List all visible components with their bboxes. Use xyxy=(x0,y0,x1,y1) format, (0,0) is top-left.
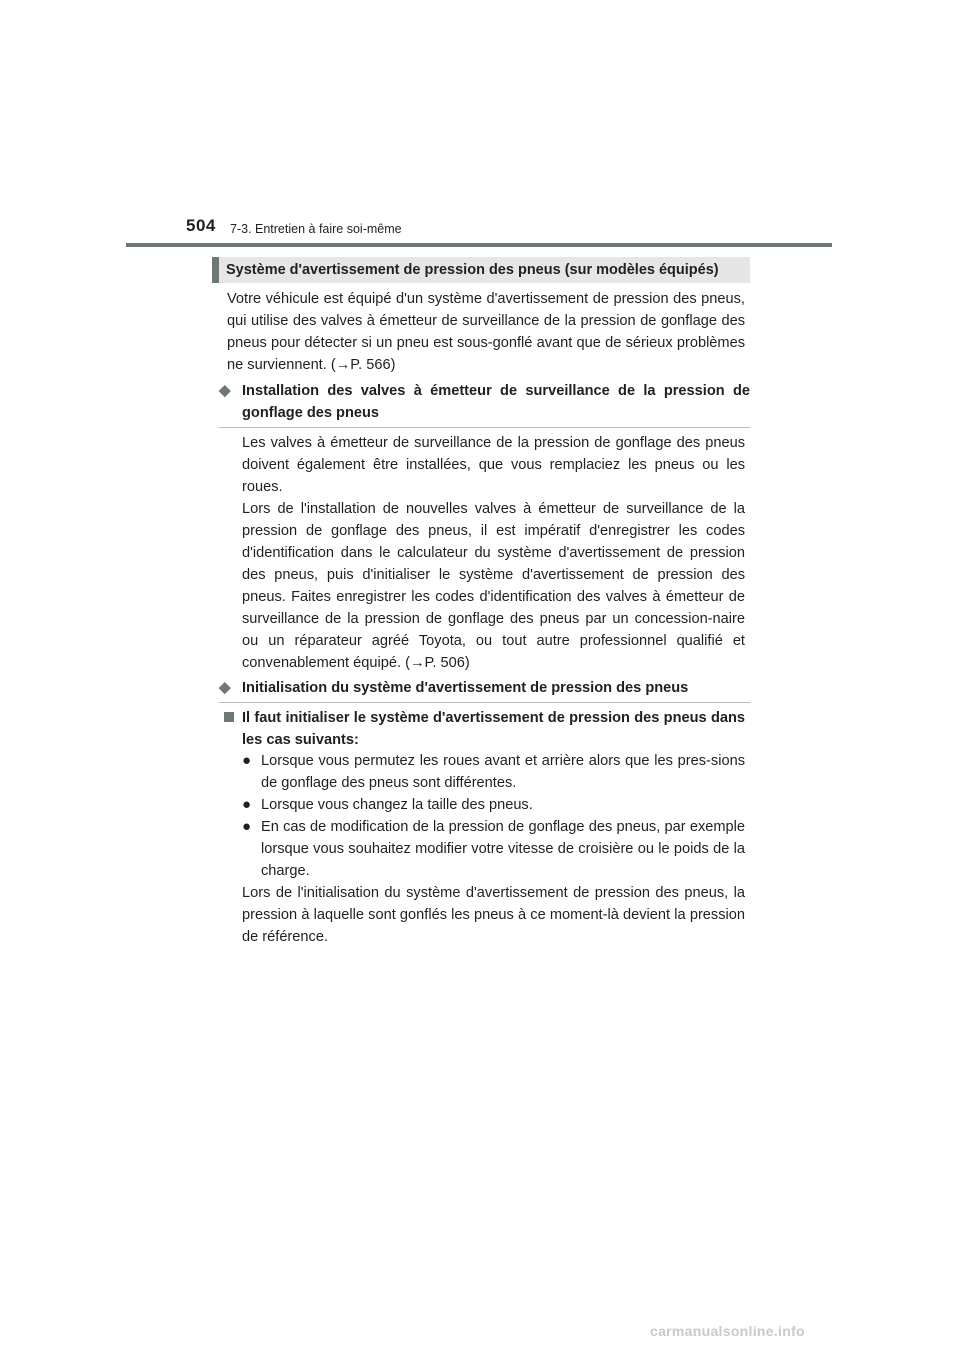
bullet-icon: ● xyxy=(242,752,252,769)
initialisation-note-paragraph: Lors de l'initialisation du système d'avertissement de pression des pneus, la pression à laquelle sont gonflés les pneus à ce moment-là devient la pression de référence. xyxy=(242,885,745,945)
intro-paragraph: Votre véhicule est équipé d'un système d'avertissement de pression des pneus, qui utilise des valves à émetteur de surveillance de la pression de gonflage des pneus pour détecter si un pneu est sous-gonflé avant que de sérieux problèmes ne surviennent. (→P. 566) xyxy=(227,291,745,373)
bullet-icon: ● xyxy=(242,796,252,813)
condition-text: Il faut initialiser le système d'avertissement de pression des pneus dans les cas suivants: xyxy=(242,710,745,748)
header-rule xyxy=(126,243,832,247)
watermark: carmanualsonline.info xyxy=(650,1323,805,1339)
section-heading: Système d'avertissement de pression des pneus (sur modèles équipés) xyxy=(212,257,750,283)
list-item-text: Lorsque vous changez la taille des pneus. xyxy=(261,797,533,813)
diamond-icon: ◆ xyxy=(219,679,231,696)
condition-heading xyxy=(224,707,745,751)
square-bullet-icon xyxy=(224,712,234,722)
subsection-heading-text: Initialisation du système d'avertissement de pression des pneus xyxy=(242,680,689,696)
subsection-heading-installation xyxy=(219,380,750,428)
list-item xyxy=(242,816,745,882)
list-item-text: En cas de modification de la pression de gonflage des pneus, par exemple lorsque vous souhaitez modifier votre vitesse de croisière ou le poids de la charge. xyxy=(261,819,745,879)
list-item xyxy=(242,750,745,794)
diamond-icon: ◆ xyxy=(219,382,231,399)
installation-paragraph-1: Les valves à émetteur de surveillance de la pression de gonflage des pneus doivent également être installées, que vous remplaciez les pneus ou les roues. xyxy=(242,435,745,495)
list-item xyxy=(242,794,745,816)
list-item-text: Lorsque vous permutez les roues avant et arrière alors que les pres-sions de gonflage des pneus sont différentes. xyxy=(261,753,745,791)
installation-paragraph-2: Lors de l'installation de nouvelles valves à émetteur de surveillance de la pression de gonflage des pneus, il est impératif d'enregistrer les codes d'identification dans le calculateur du système d'avertissement de pression des pneus, puis d'initialiser le système d'avertissement de pression des pneus. Faites enregistrer les codes d'identification des valves à émetteur de surveillance de la pression de gonflage des pneus par un concession-naire ou un réparateur agréé Toyota, ou tout autre professionnel qualifié et convenablement équipé. (→P. 506) xyxy=(242,501,745,671)
subsection-heading-initialisation xyxy=(219,677,750,703)
page-number: 504 xyxy=(186,216,216,235)
section-label: 7-3. Entretien à faire soi-même xyxy=(230,222,402,236)
bullet-icon: ● xyxy=(242,818,252,835)
subsection-heading-text: Installation des valves à émetteur de surveillance de la pression de gonflage des pneus xyxy=(242,383,750,421)
